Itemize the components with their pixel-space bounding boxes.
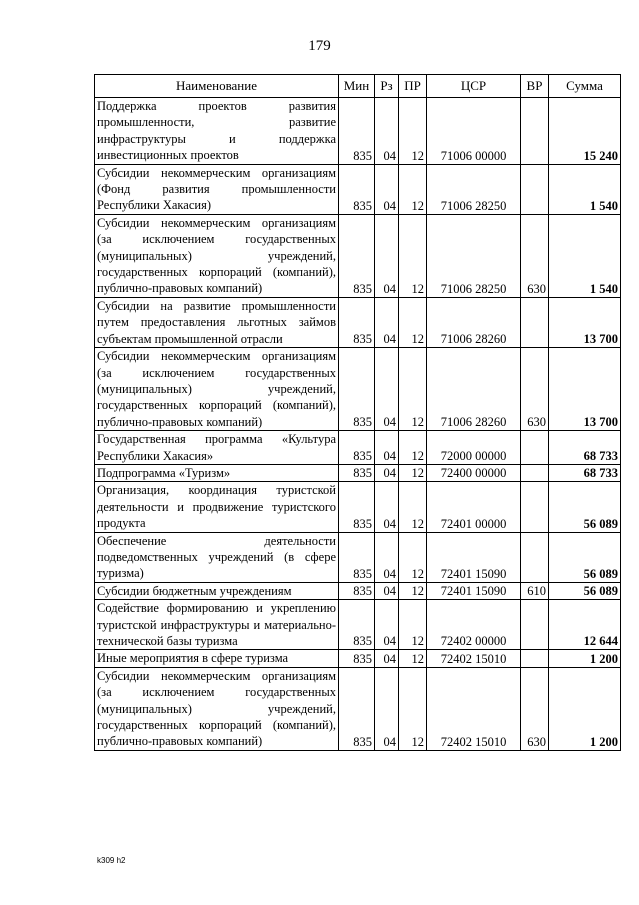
- row-name: Субсидии некоммерческим организациям (за исключением государственных (муниципальных) учреждений, государственных корпораций (компаний), публично-правовых компаний): [95, 348, 339, 431]
- table-body: [95, 98, 621, 751]
- page-number: 179: [308, 38, 331, 54]
- row-pr: 12: [399, 98, 427, 165]
- row-vr: [521, 532, 549, 582]
- header-csr: ЦСР: [427, 75, 521, 98]
- row-csr: 71006 28250: [427, 164, 521, 214]
- row-pr: 12: [399, 532, 427, 582]
- row-min: 835: [339, 214, 375, 297]
- row-min: 835: [339, 482, 375, 532]
- header-pr: ПР: [399, 75, 427, 98]
- table-row: [95, 98, 621, 165]
- row-vr: 630: [521, 214, 549, 297]
- row-csr: 72402 00000: [427, 600, 521, 650]
- row-min: 835: [339, 650, 375, 667]
- row-name: Субсидии некоммерческим организациям (Фонд развития промышленности Республики Хакасия): [95, 164, 339, 214]
- row-sum: 15 240: [549, 98, 621, 165]
- row-sum: 1 540: [549, 214, 621, 297]
- row-sum: 13 700: [549, 348, 621, 431]
- row-min: 835: [339, 164, 375, 214]
- row-pr: 12: [399, 348, 427, 431]
- row-rz: 04: [375, 600, 399, 650]
- table-row: [95, 600, 621, 650]
- row-pr: 12: [399, 482, 427, 532]
- row-csr: 72400 00000: [427, 464, 521, 481]
- table-row: [95, 650, 621, 667]
- budget-table: [94, 74, 621, 751]
- row-pr: 12: [399, 297, 427, 347]
- row-name: Государственная программа «Культура Республики Хакасия»: [95, 431, 339, 465]
- row-name: Организация, координация туристской деятельности и продвижение туристского продукта: [95, 482, 339, 532]
- row-vr: [521, 98, 549, 165]
- header-name: Наименование: [95, 75, 339, 98]
- header-vr: ВР: [521, 75, 549, 98]
- row-name: Содействие формированию и укреплению туристской инфраструктуры и материально-технической базы туризма: [95, 600, 339, 650]
- row-rz: 04: [375, 582, 399, 599]
- row-rz: 04: [375, 667, 399, 750]
- row-sum: 1 540: [549, 164, 621, 214]
- row-sum: 56 089: [549, 532, 621, 582]
- header-min: Мин: [339, 75, 375, 98]
- row-vr: [521, 482, 549, 532]
- row-min: 835: [339, 297, 375, 347]
- row-sum: 13 700: [549, 297, 621, 347]
- row-min: 835: [339, 98, 375, 165]
- table-row: [95, 214, 621, 297]
- row-name: Субсидии бюджетным учреждениям: [95, 582, 339, 599]
- row-name: Иные мероприятия в сфере туризма: [95, 650, 339, 667]
- table-row: [95, 582, 621, 599]
- row-vr: 610: [521, 582, 549, 599]
- row-name: Субсидии некоммерческим организациям (за исключением государственных (муниципальных) учреждений, государственных корпораций (компаний), публично-правовых компаний): [95, 667, 339, 750]
- row-sum: 56 089: [549, 482, 621, 532]
- row-rz: 04: [375, 482, 399, 532]
- row-min: 835: [339, 667, 375, 750]
- table-row: [95, 532, 621, 582]
- row-name: Поддержка проектов развития промышленности, развитие инфраструктуры и поддержка инвестиционных проектов: [95, 98, 339, 165]
- row-sum: 68 733: [549, 431, 621, 465]
- row-rz: 04: [375, 348, 399, 431]
- row-sum: 1 200: [549, 650, 621, 667]
- row-csr: 71006 28250: [427, 214, 521, 297]
- row-csr: 72401 15090: [427, 582, 521, 599]
- row-sum: 56 089: [549, 582, 621, 599]
- row-csr: 72402 15010: [427, 650, 521, 667]
- table-header-row: [95, 75, 621, 98]
- row-csr: 72000 00000: [427, 431, 521, 465]
- table-row: [95, 164, 621, 214]
- row-min: 835: [339, 464, 375, 481]
- row-pr: 12: [399, 214, 427, 297]
- row-vr: 630: [521, 348, 549, 431]
- row-pr: 12: [399, 667, 427, 750]
- row-rz: 04: [375, 532, 399, 582]
- row-csr: 71006 00000: [427, 98, 521, 165]
- row-vr: [521, 600, 549, 650]
- row-pr: 12: [399, 582, 427, 599]
- header-rz: Рз: [375, 75, 399, 98]
- table-row: [95, 297, 621, 347]
- row-csr: 71006 28260: [427, 297, 521, 347]
- row-vr: [521, 650, 549, 667]
- row-sum: 1 200: [549, 667, 621, 750]
- row-min: 835: [339, 532, 375, 582]
- table-row: [95, 667, 621, 750]
- row-vr: [521, 464, 549, 481]
- row-csr: 72401 15090: [427, 532, 521, 582]
- row-name: Субсидии некоммерческим организациям (за исключением государственных (муниципальных) учреждений, государственных корпораций (компаний), публично-правовых компаний): [95, 214, 339, 297]
- row-pr: 12: [399, 464, 427, 481]
- row-rz: 04: [375, 98, 399, 165]
- row-pr: 12: [399, 600, 427, 650]
- table-row: [95, 482, 621, 532]
- row-rz: 04: [375, 214, 399, 297]
- table-row: [95, 464, 621, 481]
- row-pr: 12: [399, 650, 427, 667]
- row-rz: 04: [375, 297, 399, 347]
- row-min: 835: [339, 600, 375, 650]
- row-csr: 72401 00000: [427, 482, 521, 532]
- row-vr: [521, 297, 549, 347]
- row-sum: 68 733: [549, 464, 621, 481]
- row-rz: 04: [375, 650, 399, 667]
- row-min: 835: [339, 348, 375, 431]
- row-rz: 04: [375, 464, 399, 481]
- row-name: Обеспечение деятельности подведомственных учреждений (в сфере туризма): [95, 532, 339, 582]
- table-row: [95, 431, 621, 465]
- row-min: 835: [339, 582, 375, 599]
- row-rz: 04: [375, 431, 399, 465]
- row-rz: 04: [375, 164, 399, 214]
- row-vr: 630: [521, 667, 549, 750]
- header-sum: Сумма: [549, 75, 621, 98]
- row-name: Субсидии на развитие промышленности путем предоставления льготных займов субъектам промышленной отрасли: [95, 297, 339, 347]
- row-pr: 12: [399, 164, 427, 214]
- table-row: [95, 348, 621, 431]
- row-vr: [521, 431, 549, 465]
- row-sum: 12 644: [549, 600, 621, 650]
- footer-code: k309 h2: [97, 856, 126, 865]
- row-pr: 12: [399, 431, 427, 465]
- row-name: Подпрограмма «Туризм»: [95, 464, 339, 481]
- row-vr: [521, 164, 549, 214]
- row-csr: 72402 15010: [427, 667, 521, 750]
- row-min: 835: [339, 431, 375, 465]
- row-csr: 71006 28260: [427, 348, 521, 431]
